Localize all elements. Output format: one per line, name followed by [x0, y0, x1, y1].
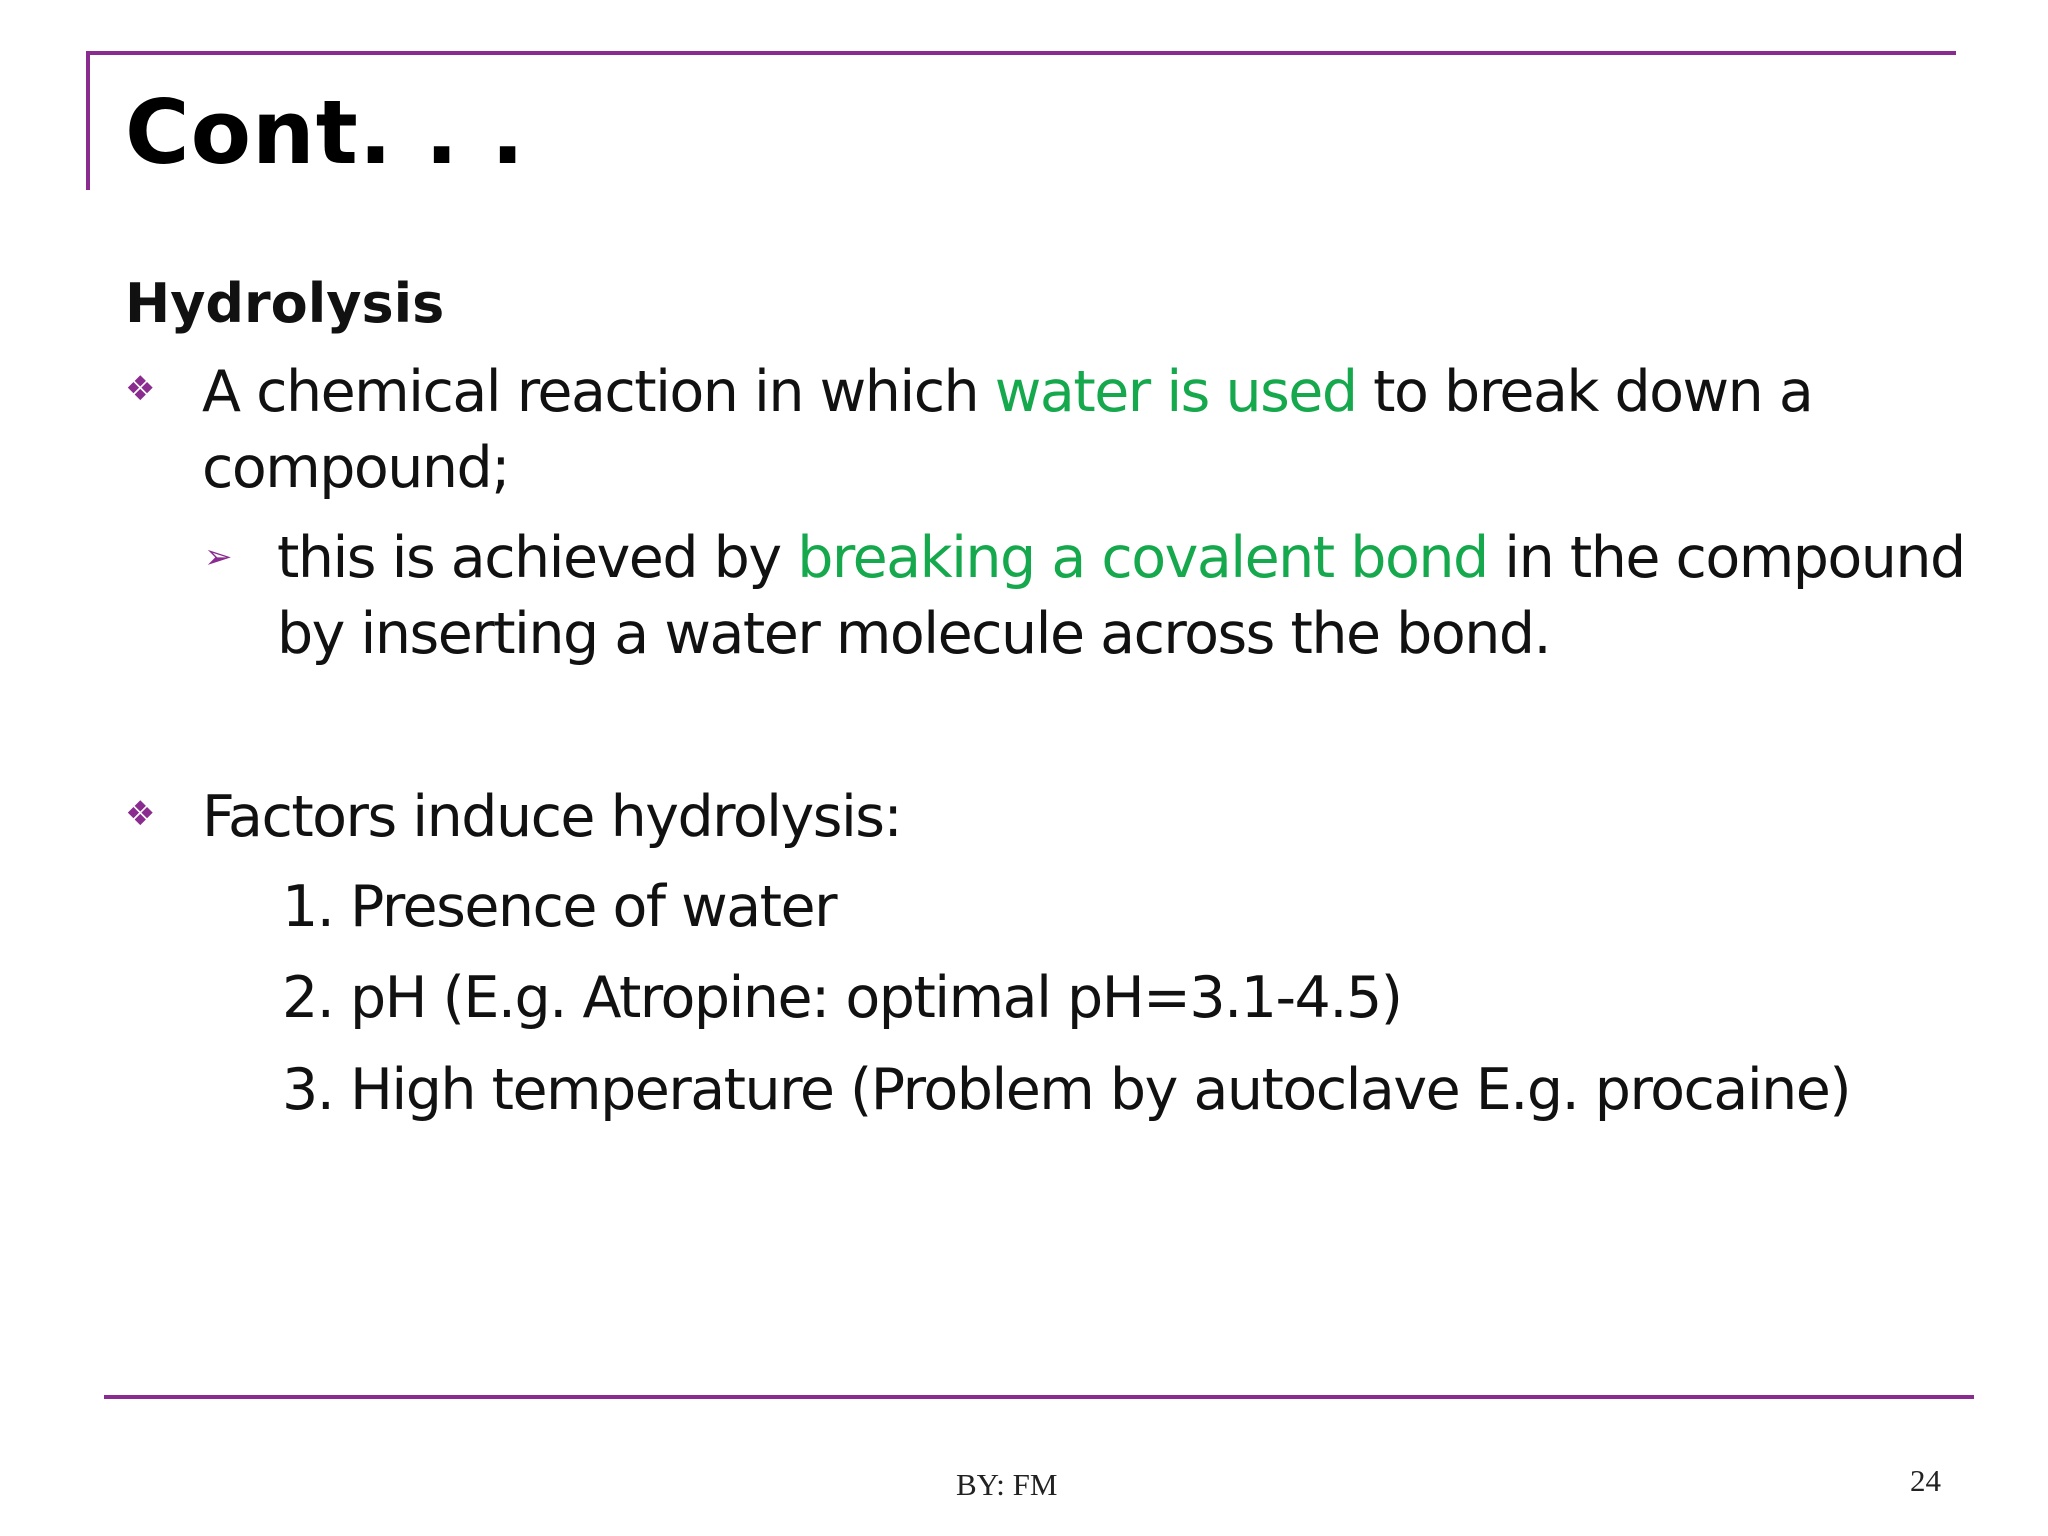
sub-bullet-text: this is achieved by [277, 525, 798, 591]
footer-author: BY: FM [956, 1467, 1058, 1502]
four-diamond-bullet-icon: ❖ [125, 794, 156, 834]
footer-divider [104, 1395, 1974, 1399]
bullet-definition-text: A chemical reaction in which [202, 359, 995, 425]
highlight-water-is-used: water is used [994, 359, 1357, 425]
factor-item: 3. High temperature (Problem by autoclave E.g. procaine) [282, 1057, 1851, 1123]
factor-item: 2. pH (E.g. Atropine: optimal pH=3.1-4.5) [282, 965, 1402, 1031]
slide-title: Cont. . . [125, 81, 526, 184]
sub-bullet-text-end: in the compound [1487, 525, 1965, 591]
sub-bullet-line2: by inserting a water molecule across the bond. [277, 601, 1551, 667]
section-heading: Hydrolysis [125, 272, 445, 335]
bullet-definition [202, 354, 1812, 506]
left-border-line [86, 51, 90, 190]
bullet-factors: Factors induce hydrolysis: [202, 784, 902, 850]
sub-bullet-mechanism [277, 520, 1965, 672]
four-diamond-bullet-icon: ❖ [125, 369, 156, 409]
top-border-line [86, 51, 1956, 55]
highlight-covalent-bond: breaking a covalent bond [797, 525, 1488, 591]
bullet-definition-text-end: to break down a [1356, 359, 1813, 425]
factor-item: 1. Presence of water [282, 874, 836, 940]
page-number: 24 [1910, 1463, 1941, 1498]
bullet-definition-line2: compound; [202, 435, 509, 501]
arrowhead-bullet-icon: ➢ [204, 537, 233, 577]
